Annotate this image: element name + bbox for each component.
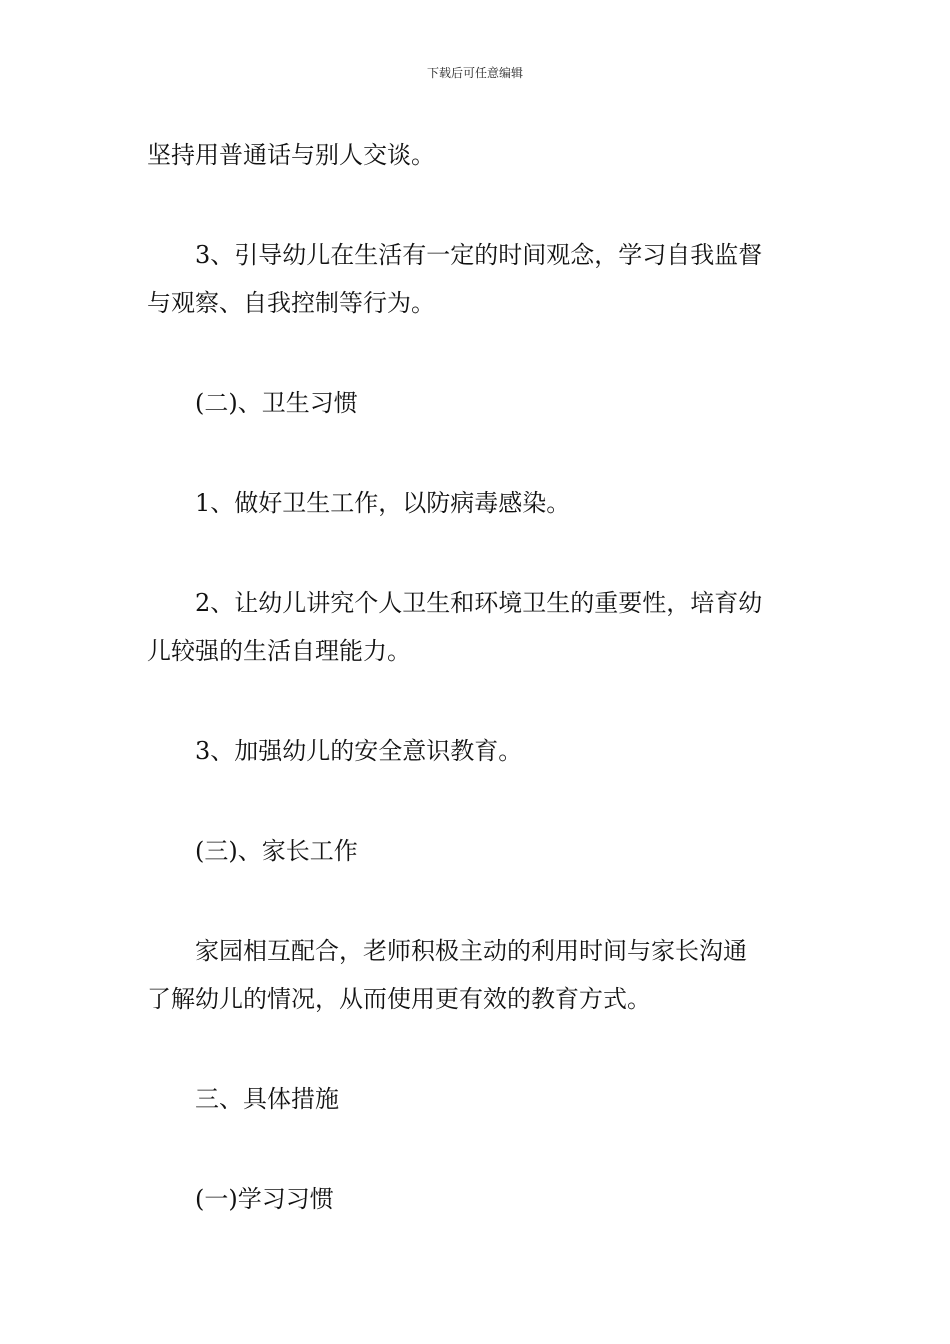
- section-heading-hygiene: [147, 379, 812, 427]
- paragraph-item-3-safety: [147, 727, 812, 775]
- section-heading: (一)学习习惯: [195, 1185, 334, 1213]
- page-header: 下载后可任意编辑: [426, 66, 523, 80]
- paragraph-parents-cooperation: [147, 927, 812, 1023]
- section-heading-parents: [147, 827, 812, 875]
- paragraph-line: 了解幼儿的情况，从而使用更有效的教育方式。: [147, 985, 651, 1013]
- paragraph-line: 3、引导幼儿在生活有一定的时间观念，学习自我监督: [195, 241, 763, 269]
- document-body: [147, 131, 812, 1223]
- paragraph-item-3-time: [147, 231, 812, 327]
- section-heading: 三、具体措施: [195, 1085, 339, 1113]
- paragraph-line: 2、让幼儿讲究个人卫生和环境卫生的重要性，培育幼: [195, 589, 763, 617]
- paragraph-continuation: [147, 131, 812, 179]
- paragraph-line: 家园相互配合，老师积极主动的利用时间与家长沟通: [195, 937, 747, 965]
- paragraph-item-1-hygiene: [147, 479, 812, 527]
- paragraph-line: 坚持用普通话与别人交谈。: [147, 141, 435, 169]
- paragraph-line: 3、加强幼儿的安全意识教育。: [195, 737, 523, 765]
- paragraph-line: 与观察、自我控制等行为。: [147, 289, 435, 317]
- section-heading: (三)、家长工作: [195, 837, 358, 865]
- section-heading-study-habits: [147, 1175, 812, 1223]
- paragraph-line: 儿较强的生活自理能力。: [147, 637, 411, 665]
- section-heading-measures: [147, 1075, 812, 1123]
- paragraph-line: 1、做好卫生工作，以防病毒感染。: [195, 489, 571, 517]
- paragraph-item-2-hygiene: [147, 579, 812, 675]
- section-heading: (二)、卫生习惯: [195, 389, 358, 417]
